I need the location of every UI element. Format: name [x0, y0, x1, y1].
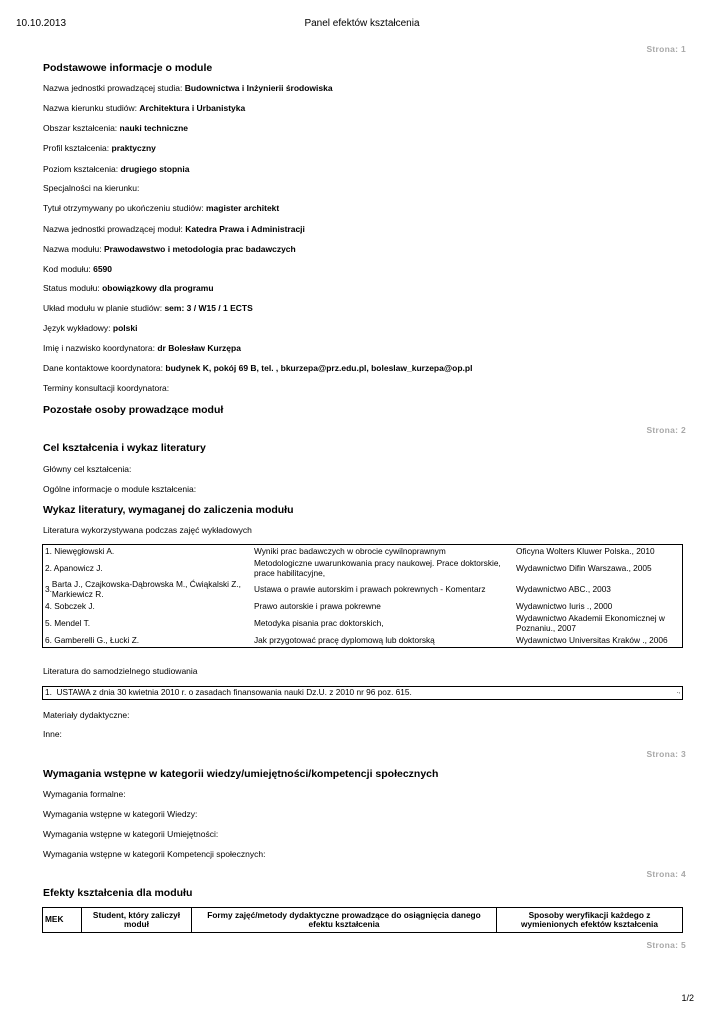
- page-label: Strona: 4: [646, 869, 686, 879]
- table-row: [43, 908, 683, 933]
- lit-self-label: Literatura do samodzielnego studiowania: [43, 666, 198, 676]
- page-label: Strona: 1: [646, 44, 686, 54]
- page-label: Strona: 2: [646, 425, 686, 435]
- info-line: Kod modułu: 6590: [43, 264, 113, 274]
- table-row: 1. Niewęgłowski A. Wyniki prac badawczych w obrocie cywilnoprawnym Oficyna Wolters Kluwer Polska., 2010: [45, 545, 655, 556]
- requirement-line: Wymagania wstępne w kategorii Wiedzy:: [43, 809, 198, 819]
- col-forms: Formy zajęć/metody dydaktyczne prowadzące do osiągnięcia danego efektu kształcenia: [192, 908, 497, 933]
- table-row: 4. Sobczek J. Prawo autorskie i prawa pokrewne Wydawnictwo Iuris ., 2000: [45, 600, 613, 611]
- table-row: 2. Apanowicz J. Metodologiczne uwarunkowania pracy naukowej. Prace doktorskie, prace habilitacyjne, Wydawnictwo Difin Warszawa., 2005: [45, 558, 652, 578]
- info-line: Nazwa kierunku studiów: Architektura i Urbanistyka: [43, 103, 246, 113]
- col-mek: MEK: [43, 908, 82, 933]
- page-number: 1/2: [681, 993, 694, 1003]
- other-line: Inne:: [43, 729, 62, 739]
- lit-used-label: Literatura wykorzystywana podczas zajęć wykładowych: [43, 525, 252, 535]
- info-line: Nazwa modułu: Prawodawstwo i metodologia prac badawczych: [43, 244, 296, 254]
- info-line: Układ modułu w planie studiów: sem: 3 / W15 / 1 ECTS: [43, 303, 253, 313]
- info-line: Nazwa jednostki prowadzącej moduł: Katedra Prawa i Administracji: [43, 224, 305, 234]
- requirement-line: Wymagania formalne:: [43, 789, 126, 799]
- literature-table: [42, 544, 683, 648]
- header-date: 10.10.2013: [16, 18, 67, 29]
- info-line: Tytuł otrzymywany po ukończeniu studiów: magister architekt: [43, 203, 280, 213]
- info-line: Terminy konsultacji koordynatora:: [43, 383, 170, 393]
- col-student: Student, który zaliczył moduł: [82, 908, 192, 933]
- table-row: 1. USTAWA z dnia 30 kwietnia 2010 r. o zasadach finansowania nauki Dz.U. z 2010 nr 96 poz. 615. .,: [45, 687, 680, 698]
- page-label: Strona: 5: [646, 940, 686, 950]
- info-line: Obszar kształcenia: nauki techniczne: [43, 123, 189, 133]
- info-line: Nazwa jednostki prowadzącej studia: Budownictwa i Inżynierii środowiska: [43, 83, 333, 93]
- section-heading-requirements: Wymagania wstępne w kategorii wiedzy/umiejętności/kompetencji społecznych: [43, 768, 439, 780]
- materials-line: Materiały dydaktyczne:: [43, 710, 130, 720]
- effects-table: [42, 907, 683, 933]
- info-line: Poziom kształcenia: drugiego stopnia: [43, 164, 190, 174]
- info-line: Status modułu: obowiązkowy dla programu: [43, 283, 214, 293]
- info-line: Dane kontaktowe koordynatora: budynek K, pokój 69 B, tel. , bkurzepa@prz.edu.pl, boleslaw_kurzepa@op.pl: [43, 363, 473, 373]
- goal-line: Główny cel kształcenia:: [43, 464, 132, 474]
- requirement-line: Wymagania wstępne w kategorii Umiejętności:: [43, 829, 219, 839]
- info-line: Imię i nazwisko koordynatora: dr Bolesław Kurzępa: [43, 343, 241, 353]
- table-row: 5. Mendel T. Metodyka pisania prac doktorskich, Wydawnictwo Akademii Ekonomicznej w Poznaniu., 2007: [45, 613, 665, 633]
- section-heading-goal: Cel kształcenia i wykaz literatury: [43, 442, 206, 454]
- goal-line: Ogólne informacje o module kształcenia:: [43, 484, 197, 494]
- self-study-table: [42, 686, 683, 700]
- table-row: 3.Barta J., Czajkowska-Dąbrowska M., Ćwiąkalski Z., Markiewicz R. Ustawa o prawie autorskim i prawach pokrewnych - Komentarz Wydawnictwo ABC., 2003: [45, 579, 611, 599]
- section-heading-effects: Efekty kształcenia dla modułu: [43, 887, 193, 899]
- section-heading-basic: Podstawowe informacje o module: [43, 62, 213, 74]
- section-heading-literature: Wykaz literatury, wymaganej do zaliczenia modułu: [43, 504, 294, 516]
- requirement-line: Wymagania wstępne w kategorii Kompetencji społecznych:: [43, 849, 266, 859]
- section-heading-others: Pozostałe osoby prowadzące moduł: [43, 404, 224, 416]
- page-label: Strona: 3: [646, 749, 686, 759]
- table-row: 6. Gamberelli G., Łucki Z. Jak przygotować pracę dyplomową lub doktorską Wydawnictwo Universitas Kraków ., 2006: [45, 634, 668, 645]
- info-line: Język wykładowy: polski: [43, 323, 138, 333]
- col-verification: Sposoby weryfikacji każdego z wymienionych efektów kształcenia: [497, 908, 683, 933]
- header-title: Panel efektów kształcenia: [304, 18, 420, 29]
- info-line: Profil kształcenia: praktyczny: [43, 143, 156, 153]
- info-line: Specjalności na kierunku:: [43, 183, 140, 193]
